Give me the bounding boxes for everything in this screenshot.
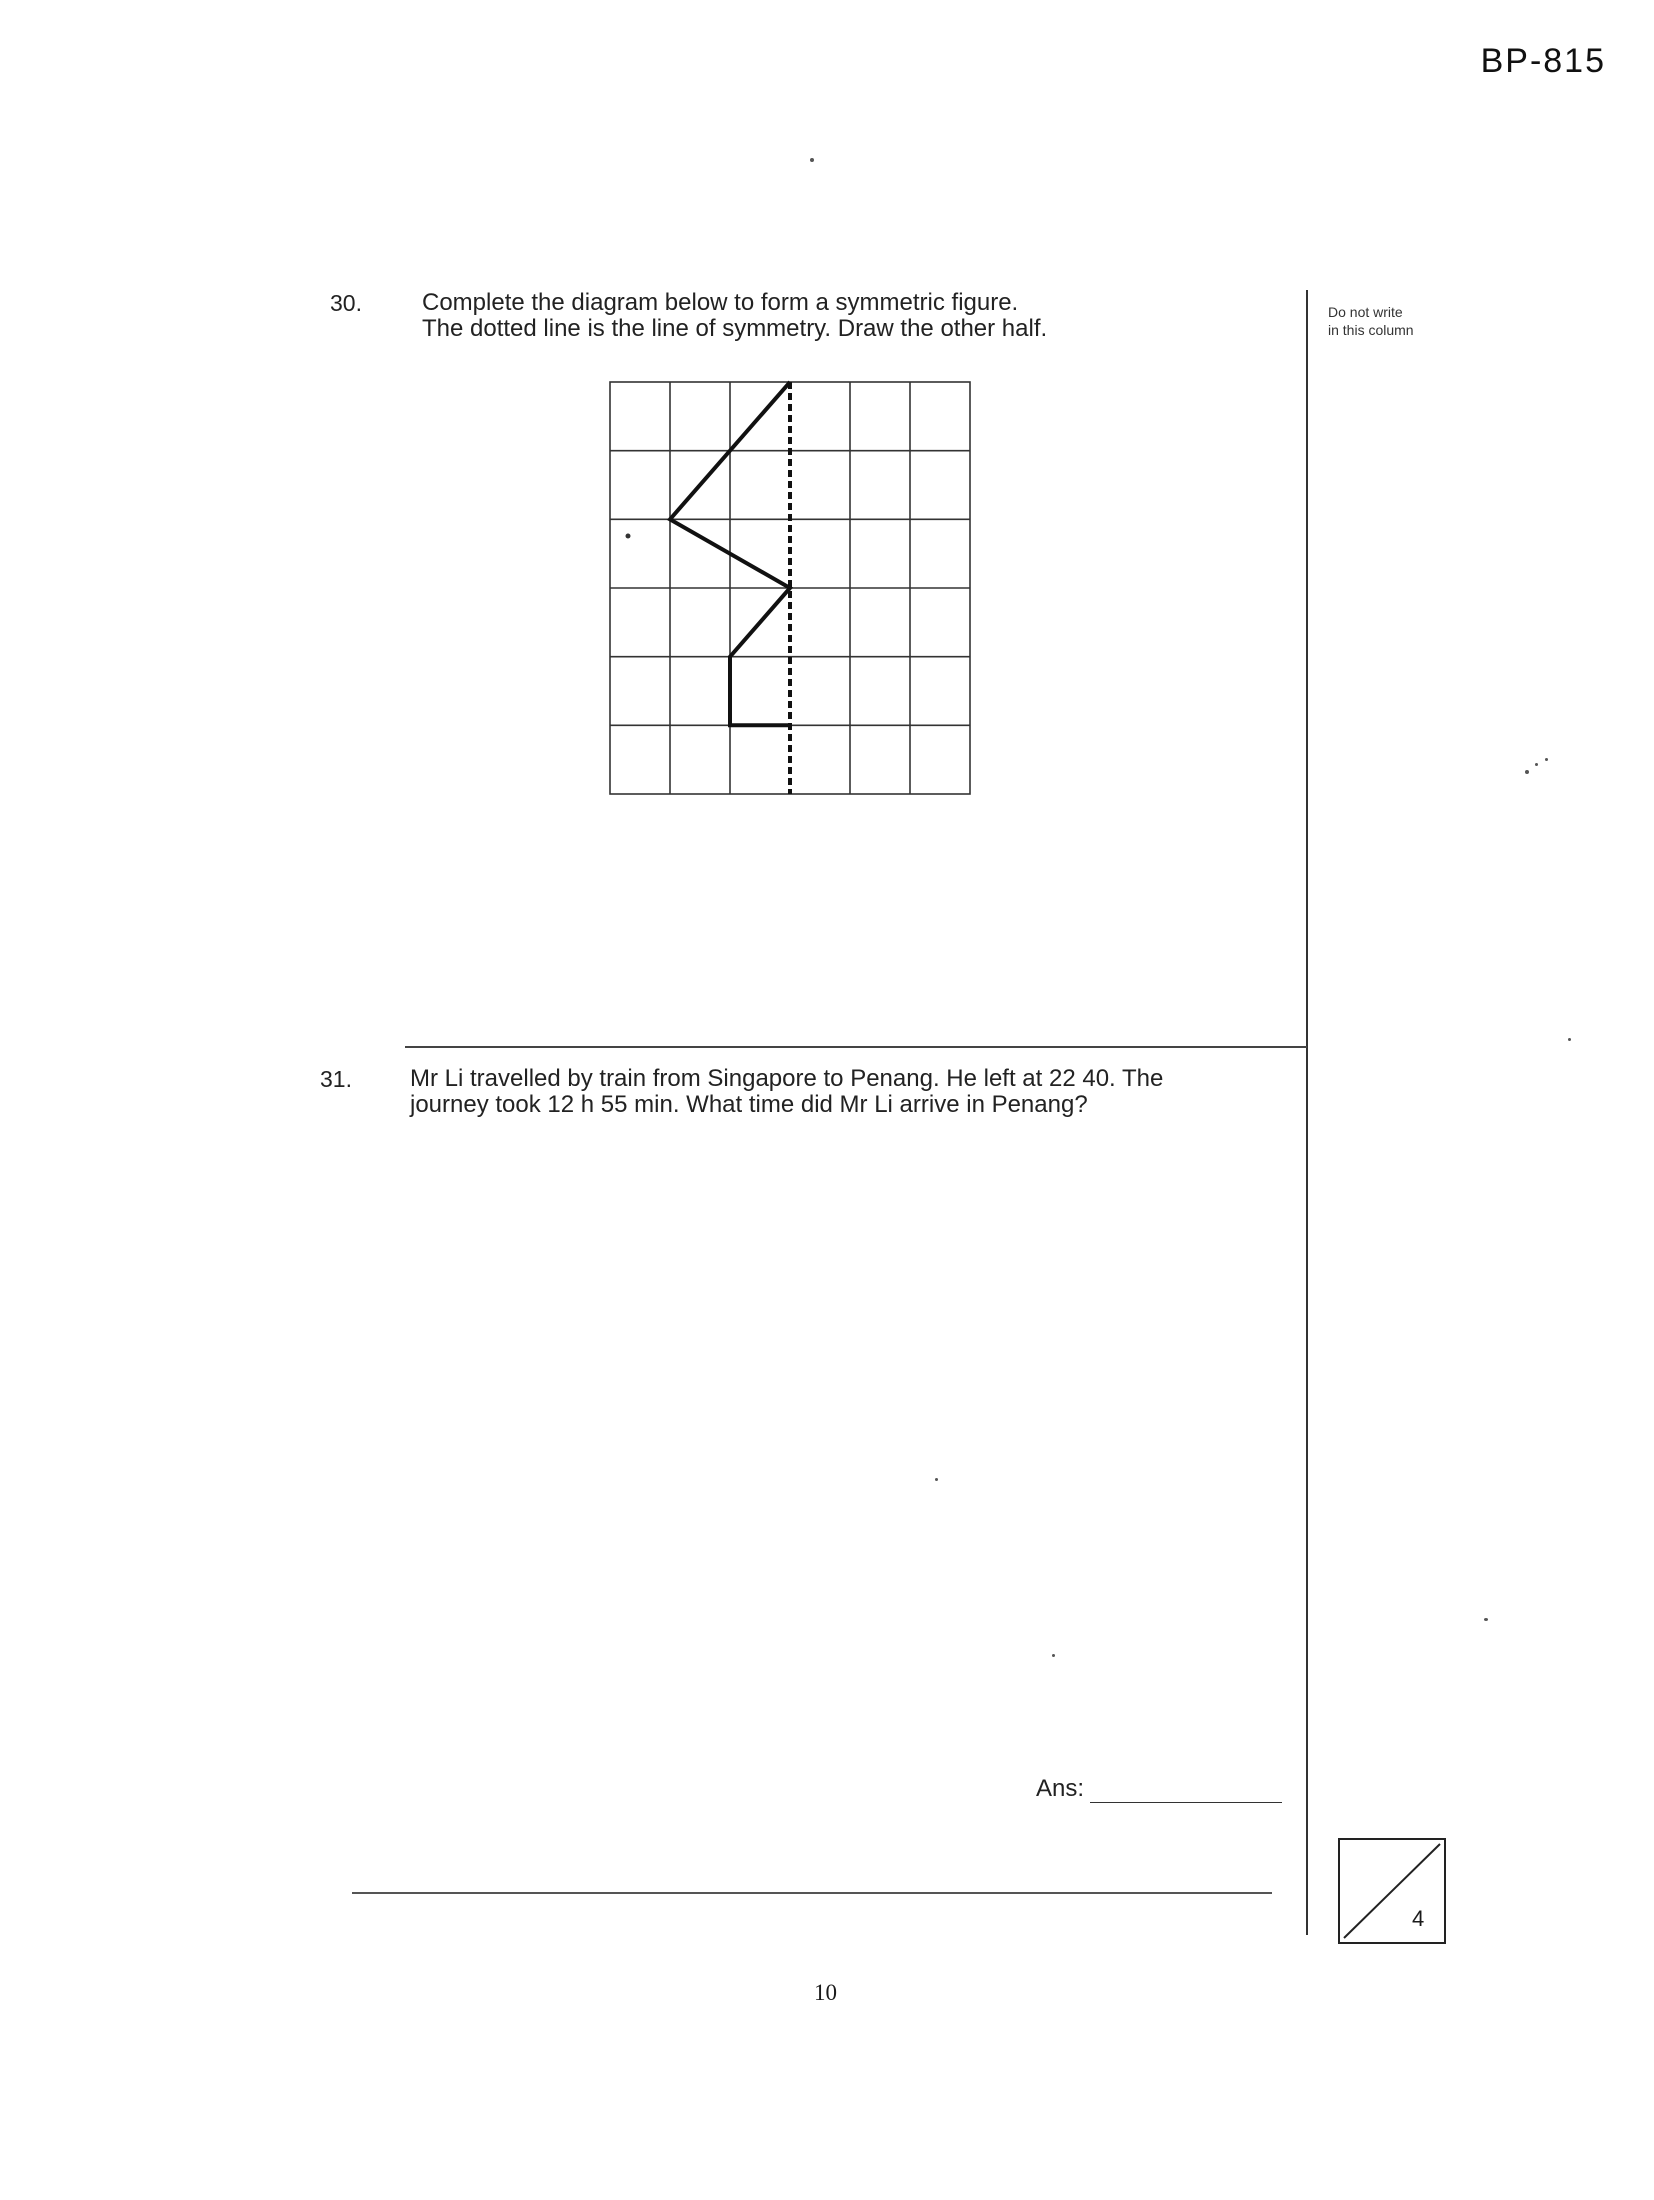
score-total-marks: 4 (1412, 1906, 1425, 1931)
question-31-line-2: journey took 12 h 55 min. What time did Mr Li arrive in Penang? (410, 1091, 1088, 1118)
scan-speck (935, 1478, 938, 1481)
margin-note (1328, 303, 1414, 339)
question-30-line-2: The dotted line is the line of symmetry. Draw the other half. (422, 315, 1048, 342)
scan-speck (1568, 1038, 1571, 1041)
scan-speck (1484, 1618, 1488, 1621)
scan-speck (810, 158, 814, 162)
answer-blank[interactable] (1090, 1802, 1282, 1803)
bottom-rule (352, 1892, 1272, 1894)
margin-note-line-1: Do not write (1328, 304, 1403, 320)
page-number: 10 (814, 1980, 837, 2005)
question-31-line-1: Mr Li travelled by train from Singapore to Penang. He left at 22 40. The (410, 1065, 1164, 1092)
symmetry-grid-diagram[interactable] (600, 372, 980, 804)
question-divider (405, 1046, 1307, 1048)
margin-column-rule (1306, 290, 1308, 1935)
question-30-number: 30. (330, 290, 362, 316)
question-30-text (422, 290, 1047, 342)
question-30-line-1: Complete the diagram below to form a symmetric figure. (422, 289, 1019, 316)
scan-speck (1052, 1654, 1055, 1657)
question-31-text (410, 1066, 1163, 1118)
document-code: BP-815 (1480, 42, 1606, 80)
grid-speck (626, 534, 631, 539)
margin-note-line-2: in this column (1328, 322, 1414, 338)
scan-speck (1525, 770, 1529, 774)
score-box (1338, 1838, 1446, 1944)
score-box-diagonal (1344, 1844, 1440, 1938)
scan-speck (1535, 763, 1538, 766)
scan-speck (1545, 758, 1548, 761)
question-31-number: 31. (320, 1066, 352, 1092)
answer-label: Ans: (1036, 1775, 1085, 1802)
